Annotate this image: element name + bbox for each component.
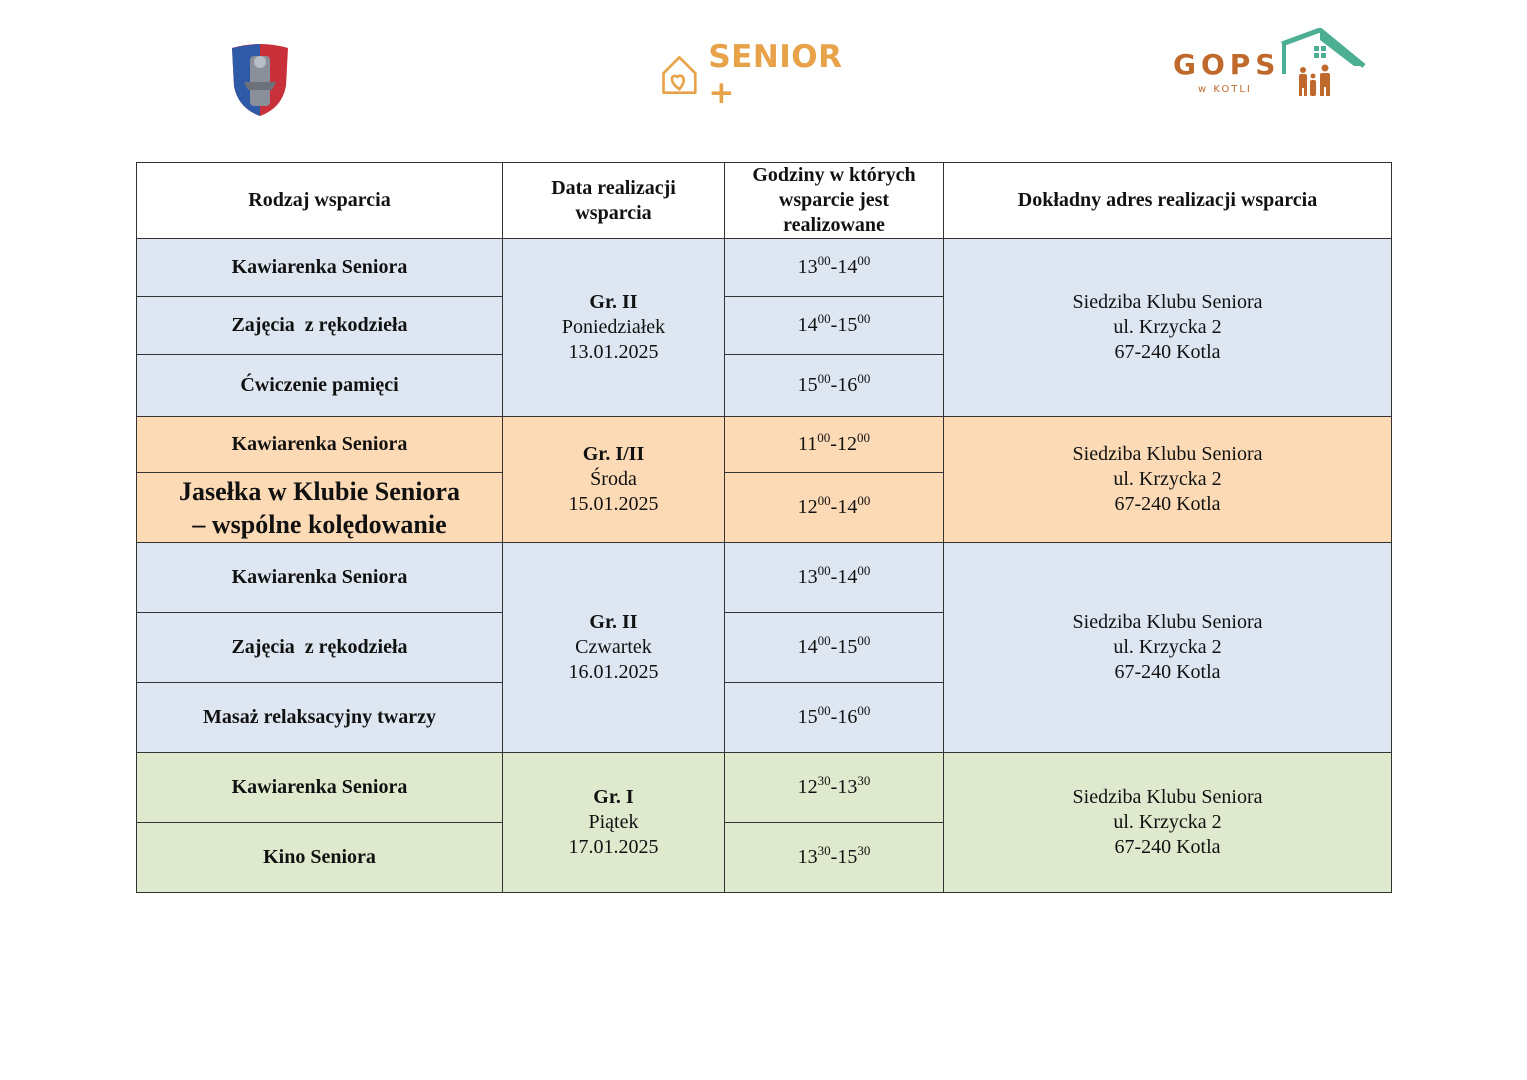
address-line: Siedziba Klubu Seniora bbox=[1072, 611, 1263, 633]
activity-line: Jasełka w Klubie Seniora bbox=[179, 476, 460, 506]
day-label: Czwartek bbox=[575, 636, 652, 658]
gops-logo-subtext: w KOTLI bbox=[1198, 84, 1252, 95]
end-minute: 00 bbox=[856, 430, 870, 445]
address-line: ul. Krzycka 2 bbox=[1113, 636, 1222, 658]
start-minute: 00 bbox=[817, 371, 831, 386]
end-hour: 15 bbox=[837, 636, 858, 658]
start-hour: 13 bbox=[797, 566, 818, 588]
house-heart-icon bbox=[660, 51, 702, 99]
header-hours-text: Godziny w których wsparcie jest realizowane bbox=[752, 164, 916, 236]
start-minute: 00 bbox=[817, 633, 831, 648]
time-cell: $14^{00}-15^{00}$ bbox=[725, 613, 944, 683]
end-hour: 14 bbox=[837, 496, 858, 518]
senior-plus-logo bbox=[660, 39, 860, 111]
end-hour: 15 bbox=[837, 846, 858, 868]
start-minute: 00 bbox=[817, 703, 831, 718]
time-cell: $12^{00}-14^{00}$ bbox=[725, 473, 944, 543]
header-activity: Rodzaj wsparcia bbox=[137, 163, 503, 239]
end-minute: 30 bbox=[857, 843, 871, 858]
table-row bbox=[137, 753, 1392, 823]
date-label: 15.01.2025 bbox=[568, 493, 659, 515]
address-line: ul. Krzycka 2 bbox=[1113, 811, 1222, 833]
start-minute: 30 bbox=[817, 773, 831, 788]
time-cell: $13^{00}-14^{00}$ bbox=[725, 239, 944, 297]
start-hour: 12 bbox=[797, 776, 818, 798]
day-label: Piątek bbox=[588, 811, 639, 833]
end-hour: 16 bbox=[837, 706, 858, 728]
time-cell: $14^{00}-15^{00}$ bbox=[725, 297, 944, 355]
gops-logo bbox=[1170, 28, 1370, 102]
address-cell bbox=[944, 417, 1392, 543]
header-date bbox=[503, 163, 725, 239]
end-minute: 00 bbox=[857, 311, 871, 326]
address-line: ul. Krzycka 2 bbox=[1113, 468, 1222, 490]
start-minute: 00 bbox=[817, 311, 831, 326]
group-label: Gr. I bbox=[593, 786, 634, 808]
start-hour: 15 bbox=[797, 374, 818, 396]
start-minute: 00 bbox=[817, 430, 831, 445]
date-label: 17.01.2025 bbox=[568, 836, 659, 858]
start-hour: 11 bbox=[798, 433, 818, 455]
gops-logo-text: GOPS bbox=[1173, 48, 1281, 81]
time-cell: $13^{30}-15^{30}$ bbox=[725, 823, 944, 893]
end-hour: 15 bbox=[837, 314, 858, 336]
header-address: Dokładny adres realizacji wsparcia bbox=[944, 163, 1392, 239]
group-label: Gr. I/II bbox=[582, 443, 645, 465]
schedule-table bbox=[136, 162, 1392, 893]
activity-cell: Kawiarenka Seniora bbox=[137, 239, 503, 297]
start-hour: 15 bbox=[797, 706, 818, 728]
coat-of-arms-icon bbox=[228, 42, 292, 118]
activity-cell: Ćwiczenie pamięci bbox=[137, 355, 503, 417]
address-line: 67-240 Kotla bbox=[1114, 836, 1221, 858]
end-hour: 16 bbox=[837, 374, 858, 396]
end-minute: 00 bbox=[857, 371, 871, 386]
senior-logo-text: SENIOR + bbox=[708, 39, 843, 111]
start-minute: 00 bbox=[817, 563, 831, 578]
day-label: Środa bbox=[590, 468, 637, 490]
end-minute: 00 bbox=[857, 633, 871, 648]
activity-cell: Kawiarenka Seniora bbox=[137, 753, 503, 823]
address-cell bbox=[944, 239, 1392, 417]
time-cell: $15^{00}-16^{00}$ bbox=[725, 355, 944, 417]
date-label: 16.01.2025 bbox=[568, 661, 659, 683]
time-cell: $15^{00}-16^{00}$ bbox=[725, 683, 944, 753]
end-minute: 30 bbox=[857, 773, 871, 788]
start-hour: 14 bbox=[797, 314, 818, 336]
end-minute: 00 bbox=[857, 493, 871, 508]
group-label: Gr. II bbox=[589, 611, 638, 633]
address-cell bbox=[944, 753, 1392, 893]
start-hour: 13 bbox=[797, 846, 818, 868]
end-minute: 00 bbox=[857, 703, 871, 718]
header-row bbox=[137, 163, 1392, 239]
address-line: Siedziba Klubu Seniora bbox=[1072, 443, 1263, 465]
end-hour: 14 bbox=[837, 566, 858, 588]
start-hour: 14 bbox=[797, 636, 818, 658]
group-label: Gr. II bbox=[589, 291, 638, 313]
table-row bbox=[137, 239, 1392, 297]
time-cell: $12^{30}-13^{30}$ bbox=[725, 753, 944, 823]
activity-cell: Kawiarenka Seniora bbox=[137, 417, 503, 473]
address-line: Siedziba Klubu Seniora bbox=[1072, 786, 1263, 808]
end-minute: 00 bbox=[857, 253, 871, 268]
end-hour: 14 bbox=[837, 256, 858, 278]
activity-cell bbox=[137, 473, 503, 543]
date-cell bbox=[503, 753, 725, 893]
start-hour: 12 bbox=[797, 496, 818, 518]
date-cell bbox=[503, 543, 725, 753]
day-label: Poniedziałek bbox=[561, 316, 666, 338]
activity-cell: Masaż relaksacyjny twarzy bbox=[137, 683, 503, 753]
activity-cell: Kino Seniora bbox=[137, 823, 503, 893]
address-cell bbox=[944, 543, 1392, 753]
end-minute: 00 bbox=[857, 563, 871, 578]
end-hour: 13 bbox=[837, 776, 858, 798]
date-label: 13.01.2025 bbox=[568, 341, 659, 363]
start-minute: 00 bbox=[817, 253, 831, 268]
address-line: 67-240 Kotla bbox=[1114, 493, 1221, 515]
activity-cell: Zajęcia z rękodzieła bbox=[137, 297, 503, 355]
date-cell bbox=[503, 417, 725, 543]
activity-line: – wspólne kolędowanie bbox=[192, 509, 447, 539]
address-line: 67-240 Kotla bbox=[1114, 341, 1221, 363]
activity-cell: Kawiarenka Seniora bbox=[137, 543, 503, 613]
start-minute: 00 bbox=[817, 493, 831, 508]
start-hour: 13 bbox=[797, 256, 818, 278]
header-hours bbox=[725, 163, 944, 239]
header-date-text: Data realizacji wsparcia bbox=[551, 176, 676, 224]
coat-of-arms-logo bbox=[228, 42, 292, 118]
address-line: Siedziba Klubu Seniora bbox=[1072, 291, 1263, 313]
start-minute: 30 bbox=[817, 843, 831, 858]
date-cell bbox=[503, 239, 725, 417]
address-line: ul. Krzycka 2 bbox=[1113, 316, 1222, 338]
time-cell: $13^{00}-14^{00}$ bbox=[725, 543, 944, 613]
end-hour: 12 bbox=[836, 433, 857, 455]
time-cell: $11^{00}-12^{00}$ bbox=[725, 417, 944, 473]
activity-cell: Zajęcia z rękodzieła bbox=[137, 613, 503, 683]
address-line: 67-240 Kotla bbox=[1114, 661, 1221, 683]
table-row bbox=[137, 417, 1392, 473]
table-row bbox=[137, 543, 1392, 613]
